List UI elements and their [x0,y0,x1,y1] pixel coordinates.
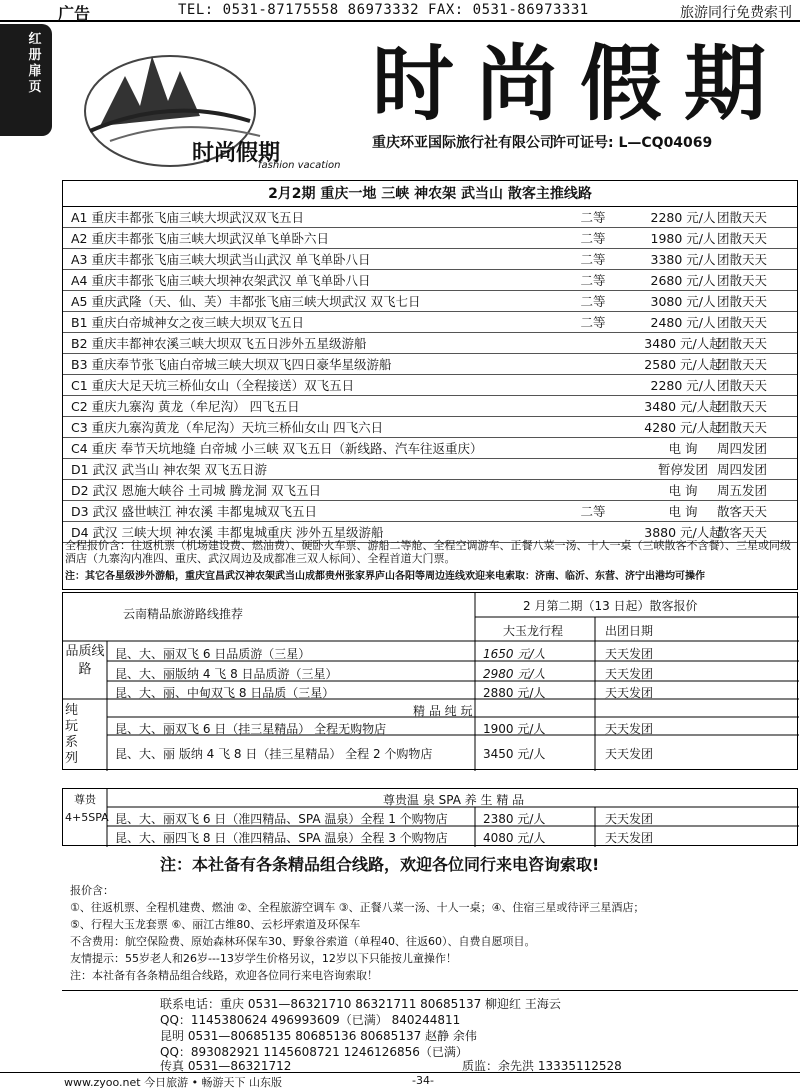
group2-title: 精 品 纯 玩 [413,704,473,718]
contact-line-kunming: 昆明 0531—80685135 80685136 80685137 赵静 余伟 [160,1029,477,1043]
top-bar [0,0,800,22]
group2-label: 纯玩系列 [65,703,79,766]
route-schedule: 散客天天 [716,504,767,519]
side-tab-label: 红册扉页 [28,32,42,95]
contact-info [62,990,798,1073]
route-schedule: 周四发团 [716,462,767,477]
route-price: 4280 元/人起 [644,420,722,435]
group1-row-3-price: 2880 元/人 [483,686,546,700]
tel-fax-line: TEL: 0531-87175558 86973332 FAX: 0531-86973331 [178,2,589,18]
route-price: 电 询 [668,504,698,519]
route-price: 1980 元/人 [650,231,716,246]
route-schedule: 团散天天 [716,336,767,351]
spa-label: 尊贵4+5SPA [65,793,109,824]
route-name: C4 重庆 奉节天坑地缝 白帝城 小三峡 双飞五日（新线路、汽车往返重庆） [71,441,483,456]
route-schedule: 团散天天 [716,210,767,225]
yunnan-route-table [62,592,798,770]
group1-row-2-date: 天天发团 [605,667,654,681]
yunnan-left-title: 云南精品旅游路线推荐 [123,607,244,621]
logo [80,36,350,176]
route-row [63,354,797,375]
route-schedule: 团散天天 [716,420,767,435]
company-name: 重庆环亚国际旅行社有限公司 [372,135,554,151]
spa-route-table [62,788,798,846]
route-name: D3 武汉 盛世峡江 神农溪 丰都鬼城双飞五日 [71,504,317,519]
route-class: 二等 [580,315,606,330]
spa-row-1-date: 天天发团 [605,812,654,826]
group2-row-1-price: 1900 元/人 [483,722,546,736]
spa-row-1-price: 2380 元/人 [483,812,546,826]
route-name: B2 重庆丰都神农溪三峡大坝双飞五日涉外五星级游船 [71,336,367,351]
route-row [63,207,797,228]
route-name: C3 重庆九寨沟黄龙（牟尼沟）天坑三桥仙女山 四飞六日 [71,420,384,435]
route-price: 3080 元/人 [650,294,716,309]
route-row [63,270,797,291]
route-class: 二等 [580,252,606,267]
route-price: 2480 元/人 [650,315,716,330]
other-routes-note: 注：其它各星级涉外游船，重庆宜昌武汉神农架武当山成都贵州张家界庐山各阳等周边连线欢迎来电索取：济南、临沂、东营、济宁出港均可操作 [65,571,705,582]
group1-row-2-price: 2980 元/人 [483,667,546,681]
group1-row-3-date: 天天发团 [605,686,654,700]
route-name: D2 武汉 恩施大峡谷 土司城 腾龙洞 双飞五日 [71,483,321,498]
group1-row-3-name: 昆、大、丽、中甸双飞 8 日品质（三星） [115,686,335,700]
route-schedule: 团散天天 [716,273,767,288]
group1-row-1-date: 天天发团 [605,647,654,661]
route-schedule: 散客天天 [716,525,767,540]
pricing-line: 注：本社备有各条精品组合线路，欢迎各位同行来电咨询索取！ [70,969,378,982]
side-tab [0,24,52,136]
route-name: A1 重庆丰都张飞庙三峡大坝武汉双飞五日 [71,210,304,225]
spa-title: 尊贵温 泉 SPA 养 生 精 品 [383,793,525,807]
route-price: 电 询 [668,483,698,498]
route-price: 2680 元/人 [650,273,716,288]
route-price: 3880 元/人起 [644,525,722,540]
route-class: 二等 [580,231,606,246]
license-number: 许可证号: L—CQ04069 [552,135,713,151]
route-price: 2280 元/人 [650,378,716,393]
contact-line-qq-1: QQ：1145380624 496993609（已满） 840244811 [160,1013,461,1027]
spa-row-2-price: 4080 元/人 [483,831,546,845]
route-row [63,375,797,396]
route-row [63,291,797,312]
ad-tag: 广告 [58,4,91,23]
logo-subtitle: fashion vacation [258,160,341,171]
group2-row-2-price: 3450 元/人 [483,747,546,761]
route-list [63,207,797,543]
yunnan-right-title: 2 月第二期（13 日起）散客报价 [523,599,698,613]
route-name: B1 重庆白帝城神女之夜三峡大坝双飞五日 [71,315,305,330]
route-schedule: 团散天天 [716,231,767,246]
route-row [63,438,797,459]
spa-row-2-name: 昆、大、丽四飞 8 日（准四精品、SPA 温泉）全程 3 个购物店 [115,831,448,845]
col-price-header: 大玉龙行程 [503,624,564,638]
contact-line-chongqing: 联系电话：重庆 0531—86321710 86321711 80685137 柳迎红 王海云 [160,997,561,1011]
route-name: D1 武汉 武当山 神农架 双飞五日游 [71,462,267,477]
pricing-line: 友情提示：55岁老人和26岁---13岁学生价格另议，12岁以下只能按儿童操作！ [70,952,457,965]
route-name: A2 重庆丰都张飞庙三峡大坝武汉单飞单卧六日 [71,231,329,246]
col-date-header: 出团日期 [605,624,654,638]
group2-row-2-date: 天天发团 [605,747,654,761]
group2-row-1-date: 天天发团 [605,722,654,736]
route-class: 二等 [580,210,606,225]
contact-fax: 传真 0531—86321712 [160,1059,292,1073]
contact-line-qq-2: QQ：893082921 1145608721 1246126856（已满） [160,1045,468,1059]
route-schedule: 周四发团 [716,441,767,456]
price-includes-note: 全程报价含：往返机票（机场建设费、燃油费）、硬卧火车票、游船二等舱、全程空调游车、正餐八菜一汤、十人一桌（三峡散客不含餐）、三星或同级酒店（九寨沟内准四、重庆、武汉周边及成都准三双人标间）、全程首道大门票。 [65,539,791,565]
group1-label: 品质线路 [65,644,105,677]
route-schedule: 团散天天 [716,294,767,309]
route-class: 二等 [580,273,606,288]
table-title: 2月2期 重庆一地 三峡 神农架 武当山 散客主推线路 [63,181,797,207]
contact-quality: 质监：余先洪 13335112528 [462,1059,622,1073]
route-schedule: 团散天天 [716,357,767,372]
route-schedule: 周五发团 [716,483,767,498]
pricing-line: 报价含： [70,884,114,897]
footer [0,1072,800,1088]
route-name: C2 重庆九寨沟 黄龙（牟尼沟） 四飞五日 [71,399,300,414]
route-row [63,333,797,354]
pricing-line: ⑤、行程大玉龙套票 ⑥、丽江古维80、云杉坪索道及环保车 [70,918,361,931]
route-class: 二等 [580,294,606,309]
route-name: B3 重庆奉节张飞庙白帝城三峡大坝双飞四日豪华星级游船 [71,357,392,372]
route-row [63,249,797,270]
logo-text: 时尚假期 [192,140,281,166]
route-row [63,501,797,522]
route-row [63,312,797,333]
route-schedule: 团散天天 [716,252,767,267]
route-name: A3 重庆丰都张飞庙三峡大坝武当山武汉 单飞单卧八日 [71,252,371,267]
pricing-line: 不含费用：航空保险费、原始森林环保车30、野象谷索道（单程40、往返60）、自费自愿项目。 [70,935,536,948]
group1-row-1-name: 昆、大、丽双飞 6 日品质游（三星） [115,647,311,661]
route-price: 2580 元/人起 [644,357,722,372]
route-schedule: 团散天天 [716,399,767,414]
group1-row-2-name: 昆、大、丽版纳 4 飞 8 日品质游（三星） [115,667,338,681]
route-name: D4 武汉 三峡大坝 神农溪 丰都鬼城重庆 涉外五星级游船 [71,525,384,540]
pricing-line: ①、往返机票、全程机建费、燃油 ②、全程旅游空调车 ③、正餐八菜一汤、十人一桌；④、住宿三星或待评三星酒店； [70,901,645,914]
route-table-chongqing [62,180,798,590]
route-price: 电 询 [668,441,698,456]
group1-row-1-price: 1650 元/人 [483,647,546,661]
route-price: 3480 元/人起 [644,399,722,414]
group2-row-1-name: 昆、大、丽双飞 6 日（挂三星精品） 全程无购物店 [115,722,387,736]
pricing-details [70,882,794,984]
route-schedule: 团散天天 [716,378,767,393]
brand-title: 时尚假期 [372,37,789,132]
route-price: 2280 元/人 [650,210,716,225]
route-name: A5 重庆武隆（天、仙、芙）丰都张飞庙三峡大坝武汉 双飞七日 [71,294,421,309]
route-price: 暂停发团 [657,462,708,477]
notice-banner: 注：本社备有各条精品组合线路，欢迎各位同行来电咨询索取! [160,855,600,874]
route-class: 二等 [580,504,606,519]
route-row [63,396,797,417]
page-number: -34- [412,1074,434,1087]
free-index-label: 旅游同行免费索刊 [680,5,792,21]
group2-row-2-name: 昆、大、丽 版纳 4 飞 8 日（挂三星精品） 全程 2 个购物店 [115,747,433,761]
footer-website: www.zyoo.net 今日旅游 • 畅游天下 山东版 [64,1076,283,1088]
route-price: 3380 元/人 [650,252,716,267]
route-row [63,459,797,480]
route-row [63,417,797,438]
spa-row-1-name: 昆、大、丽双飞 6 日（准四精品、SPA 温泉）全程 1 个购物店 [115,812,448,826]
route-row [63,228,797,249]
route-price: 3480 元/人起 [644,336,722,351]
route-schedule: 团散天天 [716,315,767,330]
route-name: C1 重庆大足天坑三桥仙女山（全程接送）双飞五日 [71,378,355,393]
spa-row-2-date: 天天发团 [605,831,654,845]
route-name: A4 重庆丰都张飞庙三峡大坝神农架武汉 单飞单卧八日 [71,273,371,288]
route-row [63,480,797,501]
